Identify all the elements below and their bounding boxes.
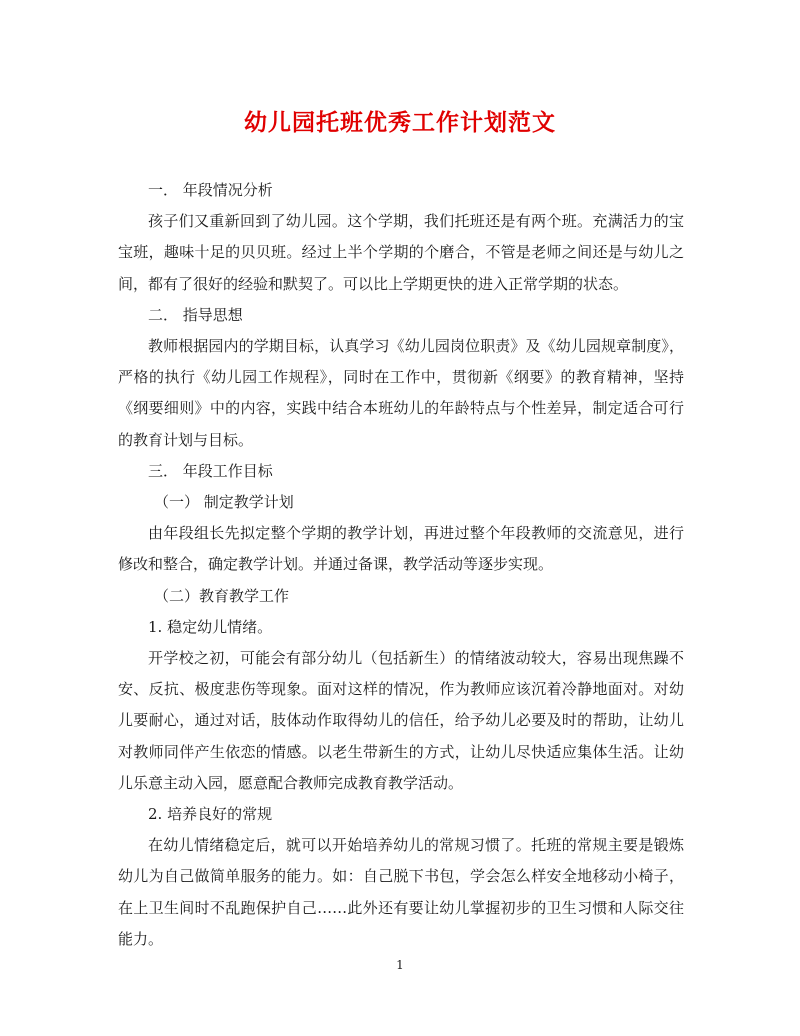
paragraph: 教师根据园内的学期目标，认真学习《幼儿园岗位职责》及《幼儿园规章制度》，严格的执行《幼儿园工作规程》，同时在工作中，贯彻新《纲要》的教育精神，坚持《纲要细则》中的内容，实践中结合本班幼儿的年龄特点与个性差异，制定适合可行的教育计划与目标。 (118, 337, 684, 449)
paragraph: 二． 指导思想 (148, 305, 243, 324)
paragraph: 开学校之初，可能会有部分幼儿（包括新生）的情绪波动较大，容易出现焦躁不安、反抗、极度悲伤等现象。面对这样的情况，作为教师应该沉着冷静地面对。对幼儿要耐心，通过对话，肢体动作取得幼儿的信任，给予幼儿必要及时的帮助，让幼儿对教师同伴产生依恋的情感。以老生带新生的方式，让幼儿尽快适应集体生活。让幼儿乐意主动入园，愿意配合教师完成教育教学活动。 (118, 649, 684, 792)
document-body (118, 175, 684, 955)
paragraph: （二）教育教学工作 (154, 586, 290, 605)
paragraph: 三． 年段工作目标 (148, 461, 273, 480)
paragraph: 孩子们又重新回到了幼儿园。这个学期，我们托班还是有两个班。充满活力的宝宝班，趣味十足的贝贝班。经过上半个学期的个磨合，不管是老师之间还是与幼儿之间，都有了很好的经验和默契了。可以比上学期更快的进入正常学期的状态。 (118, 212, 684, 293)
paragraph: （一） 制定教学计划 (154, 493, 294, 512)
paragraph: 一． 年段情况分析 (148, 181, 273, 199)
page-number: 1 (396, 958, 404, 972)
paragraph: 在幼儿情绪稳定后，就可以开始培养幼儿的常规习惯了。托班的常规主要是锻炼幼儿为自己做简单服务的能力。如：自己脱下书包，学会怎么样安全地移动小椅子，在上卫生间时不乱跑保护自己……此外还有要让幼儿掌握初步的卫生习惯和人际交往能力。 (118, 836, 684, 948)
paragraph: 1. 稳定幼儿情绪。 (148, 617, 273, 636)
document-title: 幼儿园托班优秀工作计划范文 (244, 109, 556, 136)
paragraph: 由年段组长先拟定整个学期的教学计划，再进过整个年段教师的交流意见，进行修改和整合，确定教学计划。并通过备课，教学活动等逐步实现。 (118, 524, 684, 574)
paragraph: 2. 培养良好的常规 (148, 805, 273, 824)
